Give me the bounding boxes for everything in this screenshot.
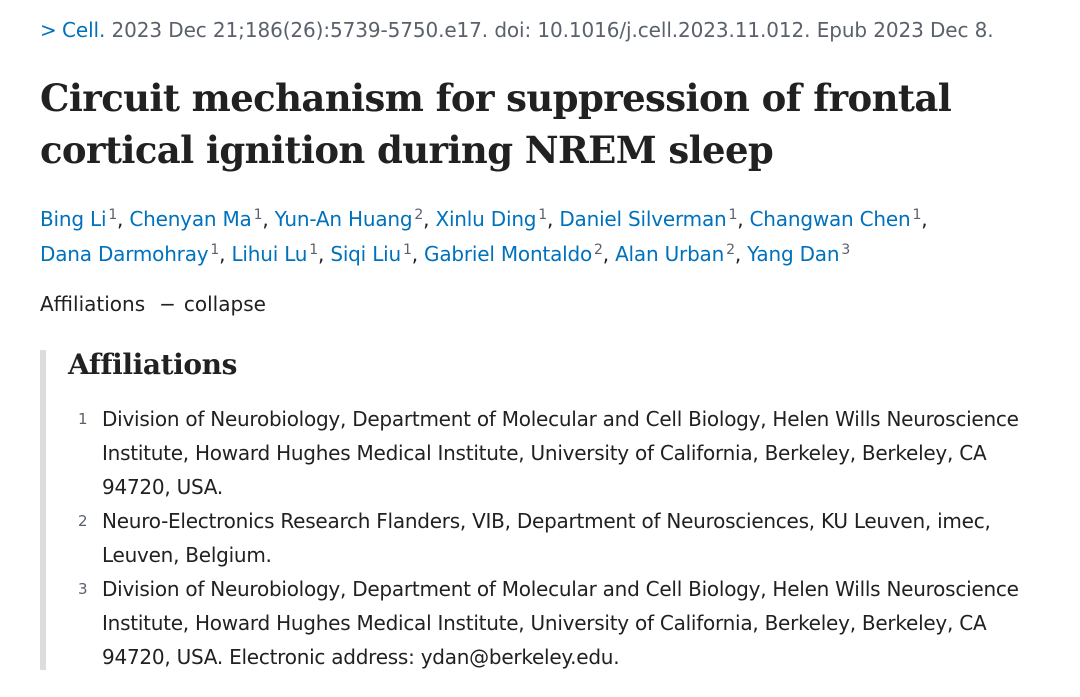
- author-link[interactable]: Chenyan Ma: [129, 207, 252, 231]
- affiliation-item: [46, 504, 1046, 572]
- author-item: [424, 242, 603, 266]
- author-item: [231, 242, 318, 266]
- affiliation-ref[interactable]: 1: [309, 242, 318, 258]
- affiliations-heading: Affiliations: [68, 348, 237, 381]
- affiliation-ref[interactable]: 1: [728, 207, 738, 223]
- author-item: [129, 207, 262, 231]
- article-title: Circuit mechanism for suppression of frontal cortical ignition during NREM sleep: [40, 76, 952, 172]
- affiliations-list: [46, 402, 1046, 674]
- author-link[interactable]: Bing Li: [40, 207, 107, 231]
- affiliation-ref[interactable]: 1: [538, 207, 548, 223]
- author-item: [750, 207, 922, 231]
- affiliation-text: Division of Neurobiology, Department of Molecular and Cell Biology, Helen Wills Neuroscience Institute, Howard Hughes Medical Institute, University of California, Berkeley, Berkeley, CA 94720, USA. Electronic address: ydan@berkeley.edu.: [102, 577, 1019, 669]
- author-list: Bing Li $^1$, Chenyan Ma $^1$, Yun-An Huang $^2$, Xinlu Ding $^1$, Daniel Silverman $^1$, Changwan Chen $^1$, Dana Darmohray $^1$, Lihui Lu $^1$, Siqi Liu $^1$, Gabriel Montaldo $^2$, Alan Urban $^2$, Yang Dan $^3$: [40, 207, 928, 266]
- affiliations-toggle[interactable]: [40, 292, 266, 316]
- journal-link[interactable]: Cell.: [62, 18, 106, 42]
- affiliation-ref[interactable]: 3: [841, 242, 851, 258]
- author-item: [275, 207, 423, 231]
- affiliation-text: Neuro-Electronics Research Flanders, VIB, Department of Neurosciences, KU Leuven, imec, Leuven, Belgium.: [102, 509, 991, 567]
- minus-icon: −: [159, 292, 176, 316]
- author-link[interactable]: Alan Urban: [615, 242, 725, 266]
- author-item: [615, 242, 735, 266]
- affiliation-ref[interactable]: 2: [726, 242, 735, 258]
- affiliation-number: 1: [78, 410, 88, 428]
- affiliation-number: 3: [78, 580, 88, 598]
- affiliation-number: 2: [78, 512, 88, 530]
- author-link[interactable]: Lihui Lu: [231, 242, 308, 266]
- author-link[interactable]: Xinlu Ding: [435, 207, 537, 231]
- affiliations-toggle-label: Affiliations: [40, 292, 146, 316]
- author-item: [40, 207, 117, 231]
- citation-details: 2023 Dec 21;186(26):5739-5750.e17. doi: 10.1016/j.cell.2023.11.012. Epub 2023 Dec 8.: [111, 18, 994, 42]
- author-item: [40, 242, 219, 266]
- author-link[interactable]: Siqi Liu: [330, 242, 401, 266]
- author-link[interactable]: Yun-An Huang: [274, 207, 413, 231]
- author-item: [435, 207, 547, 231]
- collapse-label: collapse: [183, 292, 266, 316]
- author-item: [559, 207, 737, 231]
- affiliation-ref[interactable]: 1: [912, 207, 922, 223]
- affiliation-ref[interactable]: 2: [594, 242, 603, 258]
- affiliation-ref[interactable]: 1: [108, 207, 118, 223]
- affiliation-text: Division of Neurobiology, Department of Molecular and Cell Biology, Helen Wills Neuroscience Institute, Howard Hughes Medical Institute, University of California, Berkeley, Berkeley, CA 94720, USA.: [102, 407, 1019, 499]
- author-link[interactable]: Daniel Silverman: [559, 207, 727, 231]
- author-item: [747, 242, 850, 266]
- author-item: [330, 242, 411, 266]
- affiliations-panel: [40, 350, 1066, 670]
- affiliation-ref[interactable]: 1: [402, 242, 412, 258]
- author-link[interactable]: Gabriel Montaldo: [424, 242, 593, 266]
- affiliation-ref[interactable]: 2: [414, 207, 424, 223]
- chevron-right-icon[interactable]: >: [40, 18, 57, 42]
- affiliation-ref[interactable]: 1: [253, 207, 263, 223]
- affiliation-ref[interactable]: 1: [210, 242, 220, 258]
- author-link[interactable]: Dana Darmohray: [40, 242, 209, 266]
- affiliation-item: [46, 402, 1046, 504]
- author-link[interactable]: Changwan Chen: [749, 207, 911, 231]
- affiliation-item: [46, 572, 1046, 674]
- author-link[interactable]: Yang Dan: [747, 242, 840, 266]
- citation-line: [40, 18, 994, 42]
